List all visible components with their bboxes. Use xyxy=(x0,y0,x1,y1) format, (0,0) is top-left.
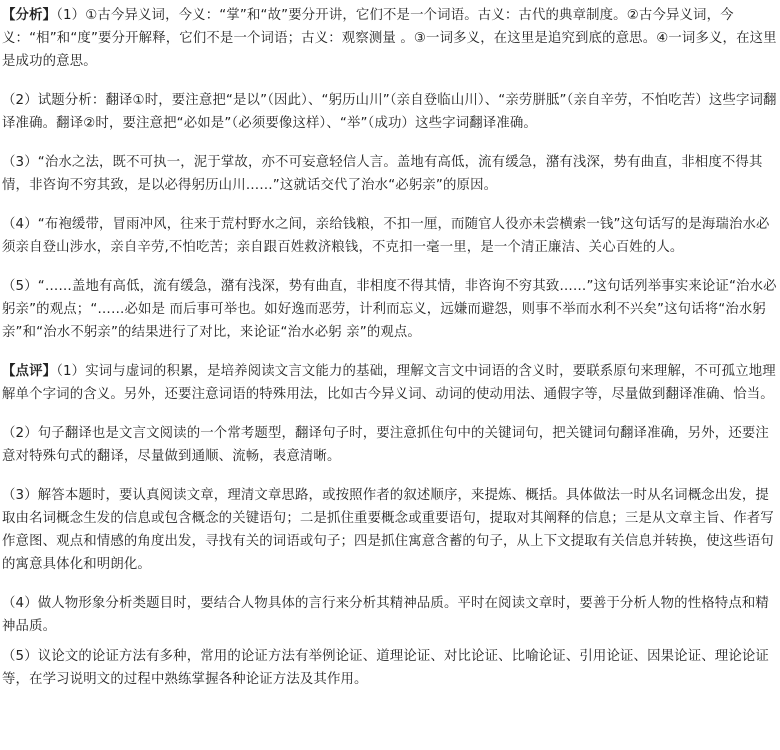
analysis-paragraph-2: （2）试题分析：翻译①时，要注意把“是以”（因此）、“躬历山川”（亲自登临山川）、“亲劳胼胝”（亲自辛劳，不怕吃苦）这些字词翻译准确。翻译②时，要注意把“必如是”（必须要像这样）、“举”（成功）这些字词翻译准确。 xyxy=(2,93,777,131)
analysis-tag: 【分析】 xyxy=(2,8,57,23)
comment-paragraph-2: （2）句子翻译也是文言文阅读的一个常考题型，翻译句子时，要注意抓住句中的关键词句，把关键词句翻译准确，另外，还要注意对特殊句式的翻译，尽量做到通顺、流畅，表意清晰。 xyxy=(2,426,769,464)
comment-paragraph-1 xyxy=(2,360,778,406)
analysis-text-1: （1）①古今异义词，今义：“掌”和“故”要分开讲，它们不是一个词语。古义：古代的典章制度。②古今异义词，今义：“相”和“度”要分开解释，它们不是一个词语；古义：观察测量 。③一词多义，在这里是追究到底的意思。④一词多义，在这里是成功的意思。 xyxy=(2,8,777,69)
analysis-paragraph-5: （5）“……盖地有高低，流有缓急，潴有浅深，势有曲直，非相度不得其情，非咨询不穷其致……”这句话列举事实来论证“治水必躬亲”的观点；“……必如是 而后事可举也。如好逸而恶劳，计利而忘义，远嫌而避怨，则事不举而水利不兴矣”这句话将“治水躬亲”和“治水不躬亲”的结果进行了对比，来论证“治水必躬 亲”的观点。 xyxy=(2,279,777,340)
comment-paragraph-3: （3）解答本题时，要认真阅读文章，理清文章思路，或按照作者的叙述顺序，来提炼、概括。具体做法一时从名词概念出发，提取由名词概念生发的信息或包含概念的关键语句；二是抓住重要概念或重要语句，提取对其阐释的信息；三是从文章主旨、作者写作意图、观点和情感的角度出发，寻找有关的词语或句子；四是抓住寓意含蓄的句子，从上下文提取有关信息并转换，使这些语句的寓意具体化和明朗化。 xyxy=(2,488,774,572)
comment-paragraph-5: （5）议论文的论证方法有多种，常用的论证方法有举例论证、道理论证、对比论证、比喻论证、引用论证、因果论证、理论论证等，在学习说明文的过程中熟练掌握各种论证方法及其作用。 xyxy=(2,649,769,687)
analysis-paragraph-3: （3）“治水之法，既不可执一，泥于掌故，亦不可妄意轻信人言。盖地有高低，流有缓急，潴有浅深，势有曲直，非相度不得其情，非咨询不穷其致，是以必得躬历山川……”这就话交代了治水“必躬亲”的原因。 xyxy=(2,155,763,193)
analysis-paragraph-4: （4）“布袍缓带，冒雨冲风，往来于荒村野水之间，亲给钱粮，不扣一厘，而随官人役亦未尝横索一钱”这句话写的是海瑞治水必须亲自登山涉水，亲自辛劳,不怕吃苦；亲自跟百姓救济粮钱，不克扣一毫一里，是一个清正廉洁、关心百姓的人。 xyxy=(2,217,770,255)
analysis-paragraph-1 xyxy=(2,4,778,73)
comment-tag: 【点评】 xyxy=(2,364,57,379)
comment-paragraph-4: （4）做人物形象分析类题目时，要结合人物具体的言行来分析其精神品质。平时在阅读文章时，要善于分析人物的性格特点和精神品质。 xyxy=(2,596,769,634)
comment-text-1: （1）实词与虚词的积累，是培养阅读文言文能力的基础，理解文言文中词语的含义时，要联系原句来理解，不可孤立地理解单个字词的含义。另外，还要注意词语的特殊用法，比如古今异义词、动词的使动用法、通假字等，尽量做到翻译准确、恰当。 xyxy=(2,364,776,402)
